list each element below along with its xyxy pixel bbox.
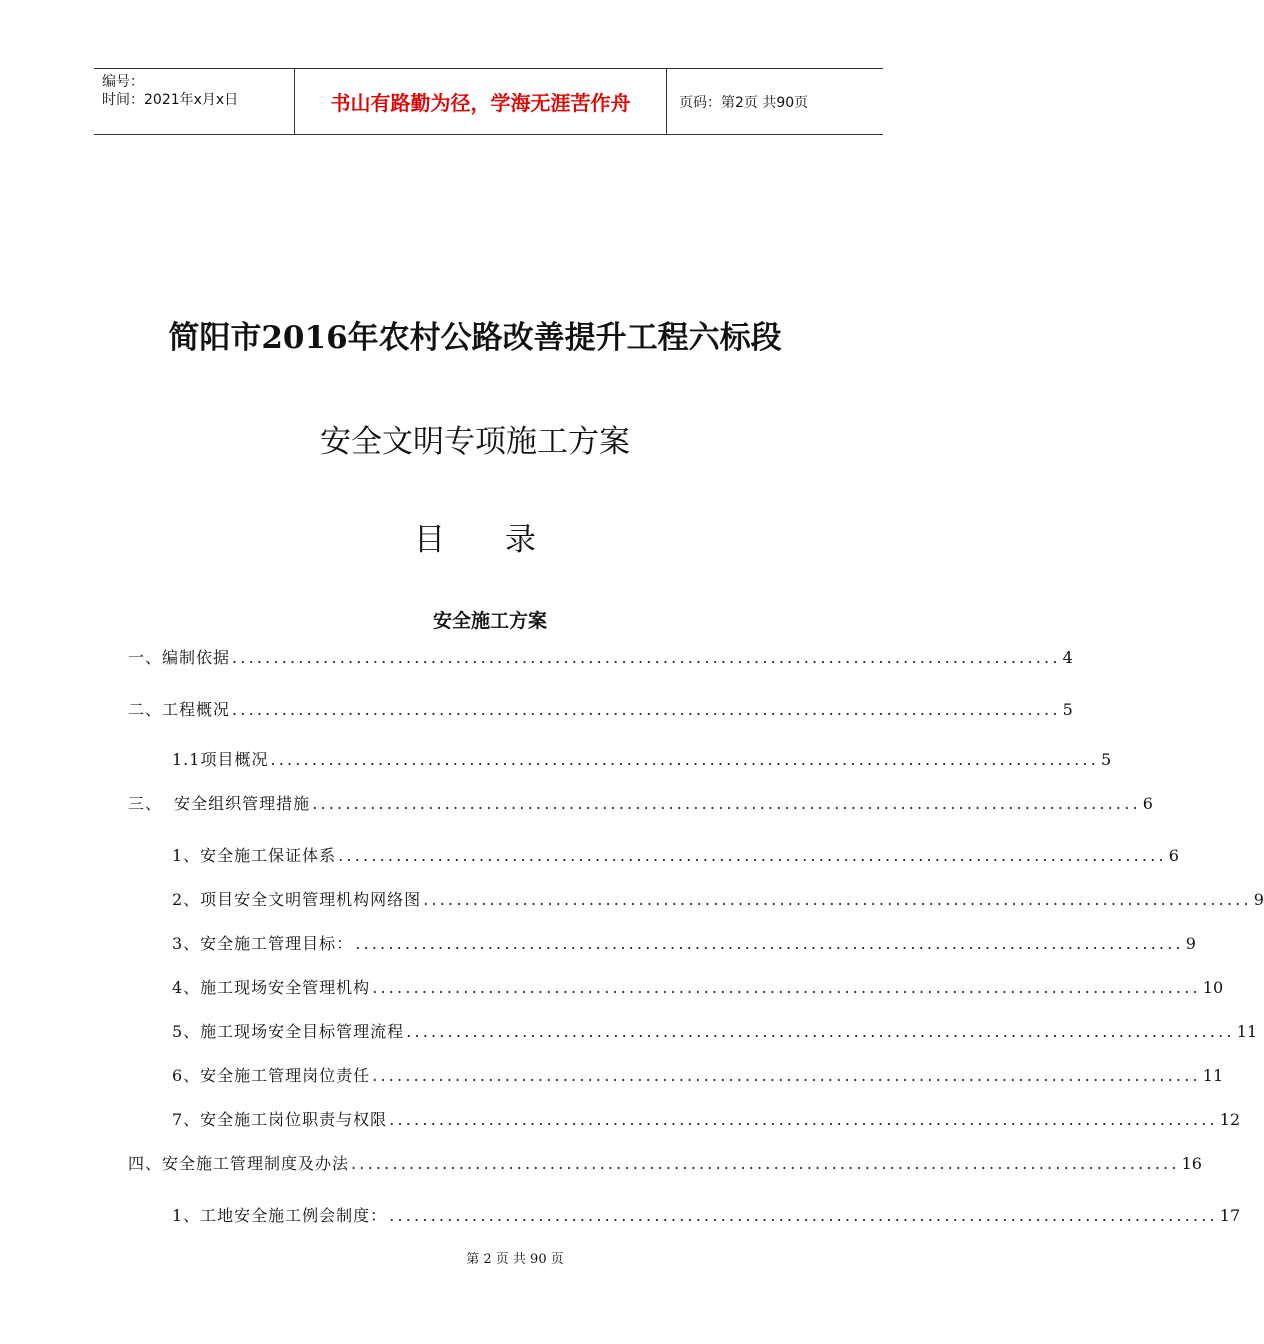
toc-leader-dots: .................................................................................................... <box>406 1022 1235 1041</box>
toc-leader-dots: .................................................................................................... <box>312 794 1141 813</box>
toc-entry-page: 11 <box>1236 1022 1258 1041</box>
toc-entry[interactable] <box>172 888 1264 912</box>
toc-entry-label: 二、工程概况 <box>128 700 231 719</box>
page-footer: 第 2 页 共 90 页 <box>466 1252 564 1267</box>
toc-entry-page: 11 <box>1202 1066 1224 1085</box>
toc-entry[interactable] <box>128 1152 1202 1176</box>
toc-entry[interactable] <box>172 1204 1241 1228</box>
header-number-label: 编号： <box>102 74 144 90</box>
toc-entry[interactable] <box>172 748 1112 772</box>
document-title-line1: 简阳市2016年农村公路改善提升工程六标段 <box>168 320 782 356</box>
toc-entry-label: 7、安全施工岗位职责与权限 <box>172 1110 388 1129</box>
header-motto: 书山有路勤为径，学海无涯苦作舟 <box>294 69 667 134</box>
header-table <box>94 68 883 135</box>
toc-entry-label: 1、工地安全施工例会制度： <box>172 1206 388 1225</box>
toc-leader-dots: .................................................................................................... <box>372 978 1201 997</box>
toc-entry-page: 5 <box>1101 750 1112 769</box>
toc-entry-label: 四、安全施工管理制度及办法 <box>128 1154 350 1173</box>
header-time-label: 时间：2021年x月x日 <box>102 92 239 108</box>
toc-entry-page: 5 <box>1062 700 1073 719</box>
toc-entry-label: 一、编制依据 <box>128 648 231 667</box>
toc-leader-dots: .................................................................................................... <box>338 846 1167 865</box>
toc-entry-label: 三、 安全组织管理措施 <box>128 794 311 813</box>
toc-entry-page: 4 <box>1062 648 1073 667</box>
toc-leader-dots: .................................................................................................... <box>270 750 1100 769</box>
toc-entry-label: 3、安全施工管理目标： <box>172 934 354 953</box>
toc-entry-page: 9 <box>1253 890 1264 909</box>
toc-entry[interactable] <box>128 792 1153 816</box>
toc-entry-label: 6、安全施工管理岗位责任 <box>172 1066 371 1085</box>
toc-leader-dots: .................................................................................................... <box>389 1206 1218 1225</box>
toc-entry-page: 16 <box>1181 1154 1202 1173</box>
toc-entry-label: 1、安全施工保证体系 <box>172 846 337 865</box>
toc-leader-dots: .................................................................................................... <box>372 1066 1201 1085</box>
toc-leader-dots: .................................................................................................... <box>232 700 1061 719</box>
toc-entry[interactable] <box>128 698 1073 722</box>
toc-leader-dots: .................................................................................................... <box>355 934 1184 953</box>
toc-entry-page: 17 <box>1219 1206 1241 1225</box>
toc-entry[interactable] <box>172 1108 1241 1132</box>
toc-entry-label: 4、施工现场安全管理机构 <box>172 978 371 997</box>
toc-entry[interactable] <box>172 1064 1224 1088</box>
toc-entry[interactable] <box>172 1020 1258 1044</box>
toc-leader-dots: .................................................................................................... <box>351 1154 1180 1173</box>
toc-entry-page: 12 <box>1219 1110 1241 1129</box>
toc-entry-page: 9 <box>1185 934 1196 953</box>
header-info-cell <box>94 69 294 134</box>
toc-heading: 安全施工方案 <box>432 610 547 632</box>
toc-entry-label: 1.1项目概况 <box>172 750 269 769</box>
toc-leader-dots: .................................................................................................... <box>389 1110 1218 1129</box>
toc-entry[interactable] <box>172 844 1179 868</box>
toc-title: 目录 <box>414 522 596 558</box>
header-page-info: 页码：第2页 共90页 <box>679 94 809 111</box>
toc-leader-dots: .................................................................................................... <box>232 648 1061 667</box>
document-title-line2: 安全文明专项施工方案 <box>320 424 630 460</box>
toc-entry-page: 6 <box>1168 846 1179 865</box>
toc-leader-dots: .................................................................................................... <box>423 890 1252 909</box>
toc-entry[interactable] <box>172 976 1224 1000</box>
toc-entry-label: 5、施工现场安全目标管理流程 <box>172 1022 405 1041</box>
toc-entry[interactable] <box>128 646 1073 670</box>
toc-entry-page: 10 <box>1202 978 1224 997</box>
toc-entry[interactable] <box>172 932 1196 956</box>
toc-entry-label: 2、项目安全文明管理机构网络图 <box>172 890 422 909</box>
toc-entry-page: 6 <box>1142 794 1153 813</box>
